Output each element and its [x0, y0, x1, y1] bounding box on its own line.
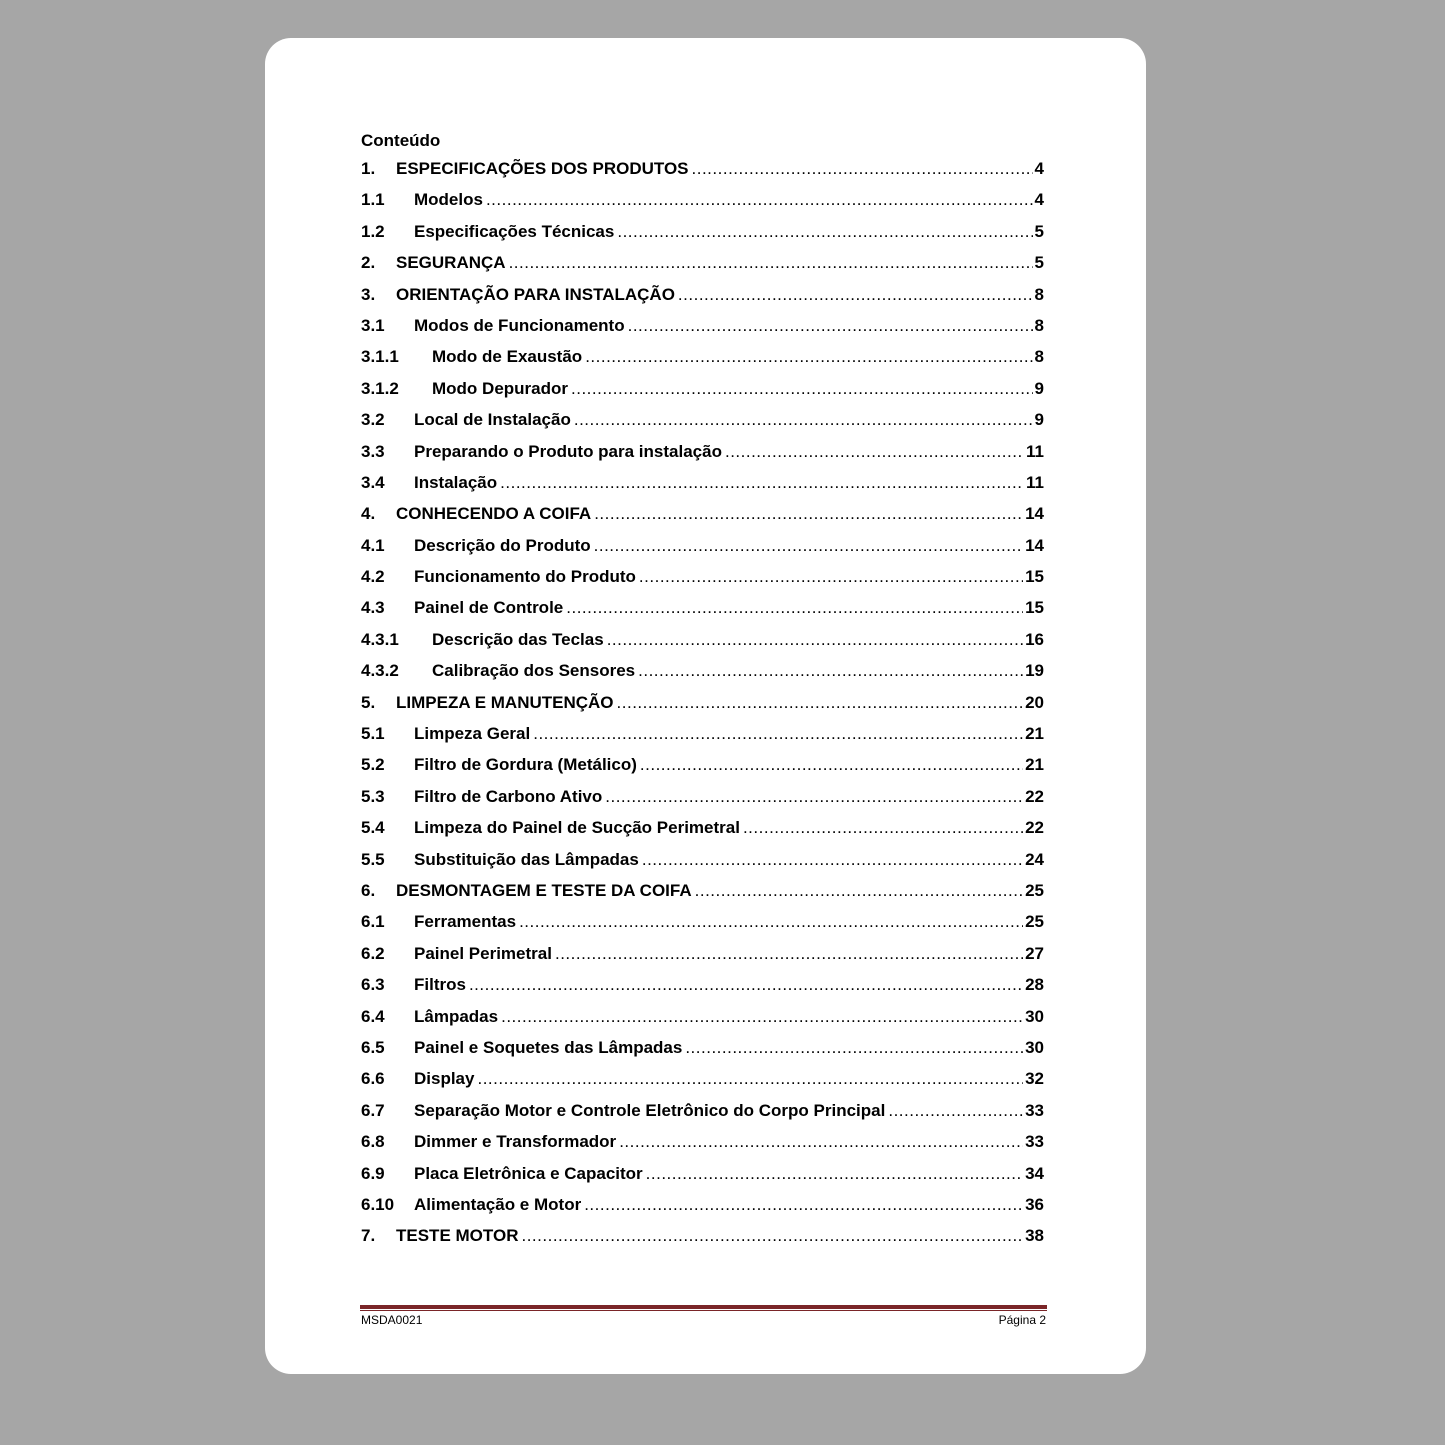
toc-entry[interactable]: [361, 875, 1044, 906]
toc-entry-title: Limpeza Geral: [414, 724, 531, 744]
toc-entry-page: 30: [1025, 1006, 1044, 1026]
toc-entry-page: 27: [1025, 943, 1044, 963]
toc-dot-leader: [617, 216, 1032, 247]
toc-entry[interactable]: [361, 1032, 1044, 1063]
toc-entry[interactable]: [361, 310, 1044, 341]
toc-entry-page: 4: [1034, 190, 1044, 210]
toc-entry-title: ORIENTAÇÃO PARA INSTALAÇÃO: [396, 284, 675, 304]
toc-entry-title: Especificações Técnicas: [414, 221, 615, 241]
toc-entry-number: 4.2: [361, 567, 385, 587]
toc-entry[interactable]: [361, 404, 1044, 435]
toc-entry-number: 1.: [361, 159, 376, 178]
toc-entry-page: 25: [1025, 912, 1044, 932]
toc-entry-page: 15: [1025, 567, 1044, 587]
toc-dot-leader: [642, 844, 1023, 875]
toc-entry-page: 9: [1034, 378, 1044, 398]
toc-entry-page: 32: [1025, 1069, 1044, 1089]
toc-entry-page: 8: [1034, 315, 1044, 335]
toc-entry-page: 11: [1026, 472, 1044, 492]
toc-entry-title: Modelos: [414, 190, 483, 210]
toc-entry-number: 4.3: [361, 598, 385, 618]
toc-dot-leader: [638, 655, 1023, 686]
toc-entry-number: 4.3.1: [361, 629, 399, 649]
toc-entry[interactable]: [361, 906, 1044, 937]
toc-entry-page: 15: [1025, 598, 1044, 618]
toc-dot-leader: [571, 373, 1033, 404]
document-page: [265, 38, 1146, 1374]
toc-entry-number: 3.2: [361, 410, 385, 430]
toc-entry-title: CONHECENDO A COIFA: [396, 504, 592, 524]
toc-entry[interactable]: [361, 687, 1044, 718]
toc-dot-leader: [533, 718, 1023, 749]
toc-entry[interactable]: [361, 1095, 1044, 1126]
toc-entry-number: 6.4: [361, 1006, 385, 1026]
toc-entry-page: 22: [1025, 786, 1044, 806]
toc-entry-number: 6.1: [361, 912, 385, 932]
toc-dot-leader: [888, 1095, 1023, 1126]
toc-entry-page: 8: [1034, 284, 1044, 304]
toc-dot-leader: [605, 781, 1023, 812]
toc-entry[interactable]: [361, 467, 1044, 498]
toc-entry-page: 5: [1034, 253, 1044, 273]
toc-dot-leader: [584, 1189, 1023, 1220]
toc-entry-number: 6.: [361, 880, 376, 900]
toc-entry-title: Limpeza do Painel de Sucção Perimetral: [414, 818, 740, 838]
toc-entry-page: 5: [1034, 221, 1044, 241]
toc-entry[interactable]: [361, 1126, 1044, 1157]
toc-entry-number: 5.3: [361, 786, 385, 806]
toc-entry[interactable]: [361, 624, 1044, 655]
toc-entry-page: 11: [1026, 441, 1044, 461]
toc-entry-page: 33: [1025, 1132, 1044, 1152]
toc-entry-title: Painel Perimetral: [414, 943, 552, 963]
toc-entry[interactable]: [361, 844, 1044, 875]
toc-entry-number: 3.1.1: [361, 347, 399, 367]
footer-doc-code: MSDA0021: [361, 1313, 423, 1327]
toc-entry-title: Descrição do Produto: [414, 535, 591, 555]
toc-entry-title: Alimentação e Motor: [414, 1194, 582, 1214]
toc-entry-number: 2.: [361, 253, 376, 273]
toc-entry-number: 6.9: [361, 1163, 385, 1183]
toc-entry-title: Funcionamento do Produto: [414, 567, 636, 587]
toc-entry-title: Calibração dos Sensores: [432, 661, 636, 681]
footer-rule-thin: [360, 1310, 1047, 1311]
toc-entry-page: 9: [1034, 410, 1044, 430]
toc-entry-page: 20: [1025, 692, 1044, 712]
toc-entry-number: 6.6: [361, 1069, 385, 1089]
toc-entry-title: Preparando o Produto para instalação: [414, 441, 722, 461]
toc-entry-title: DESMONTAGEM E TESTE DA COIFA: [396, 880, 692, 900]
toc-entry-number: 1.1: [361, 190, 385, 210]
toc-entry[interactable]: [361, 1189, 1044, 1220]
toc-entry-title: Separação Motor e Controle Eletrônico do Corpo Principal: [414, 1100, 886, 1120]
toc-entry[interactable]: [361, 1001, 1044, 1032]
toc-dot-leader: [477, 1063, 1023, 1094]
toc-entry-number: 5.: [361, 692, 376, 712]
toc-entry-title: Painel e Soquetes das Lâmpadas: [414, 1037, 683, 1057]
toc-dot-leader: [692, 153, 1033, 184]
toc-entry-title: Filtro de Gordura (Metálico): [414, 755, 637, 775]
toc-entry-number: 3.4: [361, 472, 385, 492]
toc-entry-number: 3.1.2: [361, 378, 399, 398]
toc-entry-number: 4.1: [361, 535, 385, 555]
toc-dot-leader: [617, 687, 1024, 718]
table-of-contents: [361, 153, 1044, 1252]
toc-entry-number: 5.2: [361, 755, 385, 775]
toc-entry-number: 4.: [361, 504, 376, 524]
toc-dot-leader: [501, 1001, 1023, 1032]
toc-entry-number: 3.3: [361, 441, 385, 461]
toc-entry-number: 4.3.2: [361, 661, 399, 681]
toc-entry[interactable]: [361, 812, 1044, 843]
toc-entry-title: Descrição das Teclas: [432, 629, 604, 649]
toc-dot-leader: [509, 247, 1033, 278]
toc-entry[interactable]: [361, 341, 1044, 372]
toc-entry-page: 28: [1025, 975, 1044, 995]
toc-dot-leader: [639, 561, 1023, 592]
toc-dot-leader: [521, 1220, 1023, 1251]
toc-entry[interactable]: [361, 436, 1044, 467]
toc-dot-leader: [640, 749, 1023, 780]
toc-entry-page: 14: [1025, 535, 1044, 555]
toc-entry-number: 5.4: [361, 818, 385, 838]
toc-entry-page: 36: [1025, 1194, 1044, 1214]
toc-entry-title: Display: [414, 1069, 475, 1089]
toc-dot-leader: [628, 310, 1033, 341]
toc-entry-title: Local de Instalação: [414, 410, 571, 430]
toc-entry-title: Dimmer e Transformador: [414, 1132, 617, 1152]
toc-entry[interactable]: [361, 247, 1044, 278]
toc-entry-title: Instalação: [414, 472, 498, 492]
toc-entry[interactable]: [361, 1158, 1044, 1189]
toc-entry-title: SEGURANÇA: [396, 253, 506, 273]
toc-dot-leader: [594, 530, 1023, 561]
toc-entry-page: 22: [1025, 818, 1044, 838]
toc-entry-number: 6.2: [361, 943, 385, 963]
toc-entry[interactable]: [361, 373, 1044, 404]
toc-entry-title: Filtro de Carbono Ativo: [414, 786, 603, 806]
toc-entry[interactable]: [361, 781, 1044, 812]
toc-entry[interactable]: [361, 279, 1044, 310]
toc-entry-number: 5.5: [361, 849, 385, 869]
toc-entry-title: Lâmpadas: [414, 1006, 499, 1026]
toc-entry-page: 24: [1025, 849, 1044, 869]
toc-entry-page: 38: [1025, 1226, 1044, 1246]
toc-entry-title: LIMPEZA E MANUTENÇÃO: [396, 692, 614, 712]
toc-dot-leader: [725, 436, 1024, 467]
toc-entry[interactable]: [361, 1063, 1044, 1094]
toc-entry[interactable]: [361, 1220, 1044, 1251]
toc-dot-leader: [646, 1158, 1023, 1189]
toc-entry-number: 5.1: [361, 724, 385, 744]
toc-entry[interactable]: [361, 718, 1044, 749]
footer-rule: [360, 1305, 1047, 1309]
toc-dot-leader: [743, 812, 1023, 843]
toc-entry-page: 8: [1034, 347, 1044, 367]
toc-entry-page: 14: [1025, 504, 1044, 524]
toc-dot-leader: [486, 184, 1033, 215]
toc-entry-number: 6.7: [361, 1100, 385, 1120]
toc-entry-title: Placa Eletrônica e Capacitor: [414, 1163, 643, 1183]
toc-entry-title: Substituição das Lâmpadas: [414, 849, 639, 869]
toc-entry[interactable]: [361, 969, 1044, 1000]
toc-entry-page: 21: [1025, 724, 1044, 744]
footer-page-number: Página 2: [998, 1313, 1046, 1327]
toc-heading: Conteúdo: [361, 131, 441, 150]
toc-dot-leader: [519, 906, 1023, 937]
toc-entry-number: 6.10: [361, 1194, 395, 1214]
toc-entry-title: Modo Depurador: [432, 378, 568, 398]
toc-entry-title: Modos de Funcionamento: [414, 315, 625, 335]
toc-dot-leader: [555, 938, 1023, 969]
toc-entry[interactable]: [361, 184, 1044, 215]
toc-entry[interactable]: [361, 153, 1044, 184]
toc-entry[interactable]: [361, 749, 1044, 780]
toc-entry-title: ESPECIFICAÇÕES DOS PRODUTOS: [396, 159, 689, 178]
toc-entry-page: 30: [1025, 1037, 1044, 1057]
toc-entry-page: 25: [1025, 880, 1044, 900]
toc-dot-leader: [500, 467, 1024, 498]
toc-entry-page: 21: [1025, 755, 1044, 775]
toc-entry-page: 16: [1025, 629, 1044, 649]
toc-entry-number: 3.1: [361, 315, 385, 335]
toc-entry-number: 3.: [361, 284, 376, 304]
toc-dot-leader: [685, 1032, 1023, 1063]
toc-dot-leader: [469, 969, 1023, 1000]
toc-entry-title: Modo de Exaustão: [432, 347, 583, 367]
toc-dot-leader: [574, 404, 1033, 435]
toc-dot-leader: [585, 341, 1032, 372]
toc-dot-leader: [695, 875, 1023, 906]
toc-entry[interactable]: [361, 216, 1044, 247]
toc-dot-leader: [594, 498, 1023, 529]
toc-entry-title: Filtros: [414, 975, 466, 995]
toc-entry-page: 4: [1034, 159, 1044, 178]
toc-entry[interactable]: [361, 592, 1044, 623]
toc-entry-page: 33: [1025, 1100, 1044, 1120]
toc-dot-leader: [566, 592, 1023, 623]
toc-dot-leader: [678, 279, 1033, 310]
toc-entry-page: 34: [1025, 1163, 1044, 1183]
toc-entry-title: TESTE MOTOR: [396, 1226, 519, 1246]
toc-entry-number: 6.5: [361, 1037, 385, 1057]
toc-entry-title: Ferramentas: [414, 912, 517, 932]
toc-entry[interactable]: [361, 938, 1044, 969]
toc-entry-number: 7.: [361, 1226, 376, 1246]
toc-dot-leader: [619, 1126, 1023, 1157]
toc-entry-page: 19: [1025, 661, 1044, 681]
toc-entry[interactable]: [361, 530, 1044, 561]
toc-entry[interactable]: [361, 655, 1044, 686]
toc-entry-number: 6.3: [361, 975, 385, 995]
toc-entry[interactable]: [361, 498, 1044, 529]
toc-entry[interactable]: [361, 561, 1044, 592]
toc-entry-title: Painel de Controle: [414, 598, 564, 618]
toc-dot-leader: [607, 624, 1023, 655]
toc-entry-number: 1.2: [361, 221, 385, 241]
toc-entry-number: 6.8: [361, 1132, 385, 1152]
